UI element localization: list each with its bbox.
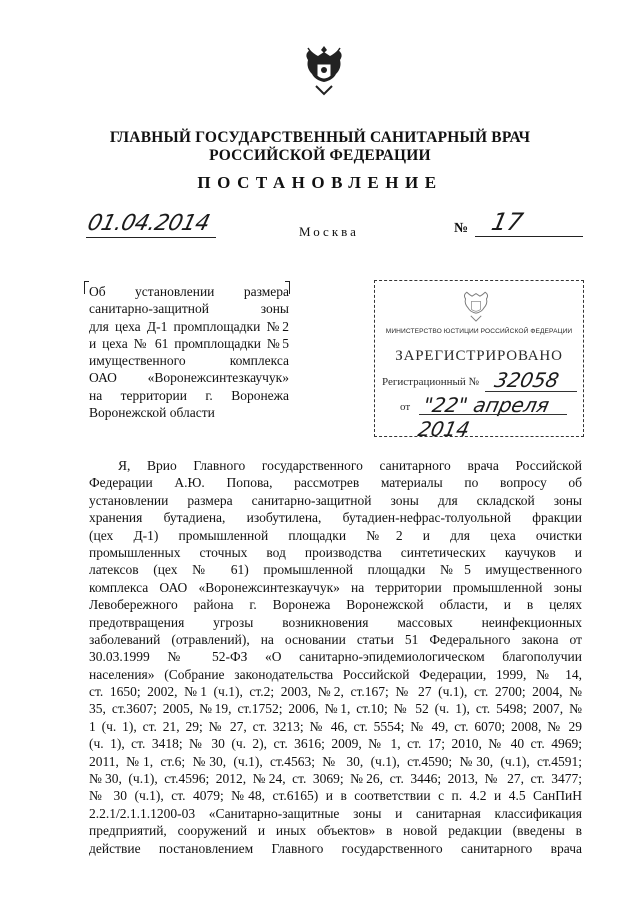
issuer-title-line-2: РОССИЙСКОЙ ФЕДЕРАЦИИ — [209, 147, 431, 164]
handwritten-date: 01.04.2014 — [84, 211, 213, 236]
body-line: предприятий, сооружений и иных объектов» в новой редакции (введены в — [89, 823, 582, 839]
body-line: латексов (цех № 61) промышленной площадки №5 имущественного — [89, 562, 582, 578]
double-headed-eagle-icon — [302, 42, 346, 100]
body-line: 1 (ч. 1), ст. 21, 29; № 27, ст. 3213; № 46, ст. 5554; № 49, ст. 6070; 2008, № 29 — [89, 718, 582, 734]
registration-stamp — [374, 280, 584, 441]
body-line: ст. 1650; 2002, №1 (ч.1), ст.2; 2003, №2, ст.167; № 27 (ч.1), ст. 2700; 2004, № — [89, 684, 582, 700]
subject-line: для цеха Д-1 промплощадки №2 — [89, 318, 289, 334]
subject-line: имущественного комплекса — [89, 353, 289, 369]
city: Москва — [299, 224, 359, 239]
date-underline — [86, 237, 216, 238]
body-line: 30.03.1999 № 52-ФЗ «О санитарно-эпидемиологическом благополучии — [89, 649, 582, 665]
document-type: ПОСТАНОВЛЕНИЕ — [197, 173, 443, 192]
decree-body — [89, 457, 582, 857]
body-line: 35, ст.3607; 2005, №19, ст.1752; 2006, №1, ст.10; № 52 (ч. 1), ст. 5498; 2007, № — [89, 701, 582, 717]
subject-line: ОАО «Воронежсинтезкаучук» — [89, 370, 289, 386]
issuer-title-line-1: ГЛАВНЫЙ ГОСУДАРСТВЕННЫЙ САНИТАРНЫЙ ВРАЧ — [109, 129, 531, 146]
handwritten-number: 17 — [489, 208, 526, 236]
body-line: 2011, №1, ст.6; №30, (ч.1), ст.4563; № 30, (ч.1), ст.4590; №30, (ч.1), ст.4591; — [89, 753, 582, 769]
stamp-from-label: от — [400, 401, 411, 413]
subject-line: и цеха № 61 промплощадки №5 — [89, 335, 289, 351]
body-line: заболеваний (отравлений), на основании статьи 51 Федерального закона от — [89, 631, 582, 647]
body-line: хранения бутадиена, изобутилена, бутадиен-нефрас-толуольной фракции — [89, 510, 582, 526]
body-line: № 30 (ч.1), ст. 4079; №48, ст.6165) и в соответствии с п. 4.2 и 4.5 СанПиН — [89, 788, 582, 804]
stamp-reg-number-underline — [485, 391, 577, 392]
subject-line: Воронежской области — [89, 405, 215, 421]
body-line: действие постановлением Главного государственного санитарного врача — [89, 840, 582, 856]
subject-line: Об установлении размера — [89, 284, 289, 299]
body-line: комплекса ОАО «Воронежсинтезкаучук» на территории промышленной зоны — [89, 579, 582, 595]
body-line: Левобережного района г. Воронежа Воронежской области, и в целях — [89, 597, 582, 613]
body-line: промышленных сточных вод производства синтетических каучуков и — [89, 544, 582, 560]
subject-line: санитарно-защитной зоны — [89, 301, 289, 317]
body-line: установлении размера санитарно-защитной зоны для складской зоны — [89, 492, 582, 508]
body-line: (цех Д-1) промышленной площадки №2 и для цеха очистки — [89, 527, 582, 543]
stamp-date-underline — [419, 414, 567, 415]
subject-line: на территории г. Воронежа — [89, 387, 289, 403]
stamp-eagle-icon — [461, 287, 491, 325]
body-line: населения» (Собрание законодательства Российской Федерации, 1999, № 14, — [89, 666, 582, 682]
stamp-registered: ЗАРЕГИСТРИРОВАНО — [395, 348, 563, 364]
stamp-ministry: МИНИСТЕРСТВО ЮСТИЦИИ РОССИЙСКОЙ ФЕДЕРАЦИИ — [385, 328, 573, 335]
body-line: (ч. 1), ст. 3418; № 30 (ч. 2), ст. 3616; 2009, № 1, ст. 17; 2010, № 40 ст. 4969; — [89, 736, 582, 752]
stamp-reg-number: 32058 — [492, 368, 562, 392]
body-line: №30, (ч.1), ст.4596; 2012, №24, ст. 3069; №26, ст. 3446; 2013, № 27, ст. 3477; — [89, 771, 582, 787]
stamp-reg-date: "22" апреля 2014 — [415, 393, 552, 441]
number-underline — [475, 236, 583, 237]
body-line: Федерации А.Ю. Попова, рассмотрев материалы по вопросу об — [89, 475, 582, 491]
body-line: предотвращения угрозы возникновения массовых неинфекционных — [89, 614, 582, 630]
stamp-reg-number-label: Регистрационный № — [382, 376, 480, 388]
number-label: № — [454, 221, 469, 236]
subject-block — [89, 283, 289, 421]
body-line: 2.2.1/2.1.1.1200-03 «Санитарно-защитные зоны и санитарная классификация — [89, 805, 582, 821]
body-line: Я, Врио Главного государственного санитарного врача Российской — [118, 458, 582, 473]
